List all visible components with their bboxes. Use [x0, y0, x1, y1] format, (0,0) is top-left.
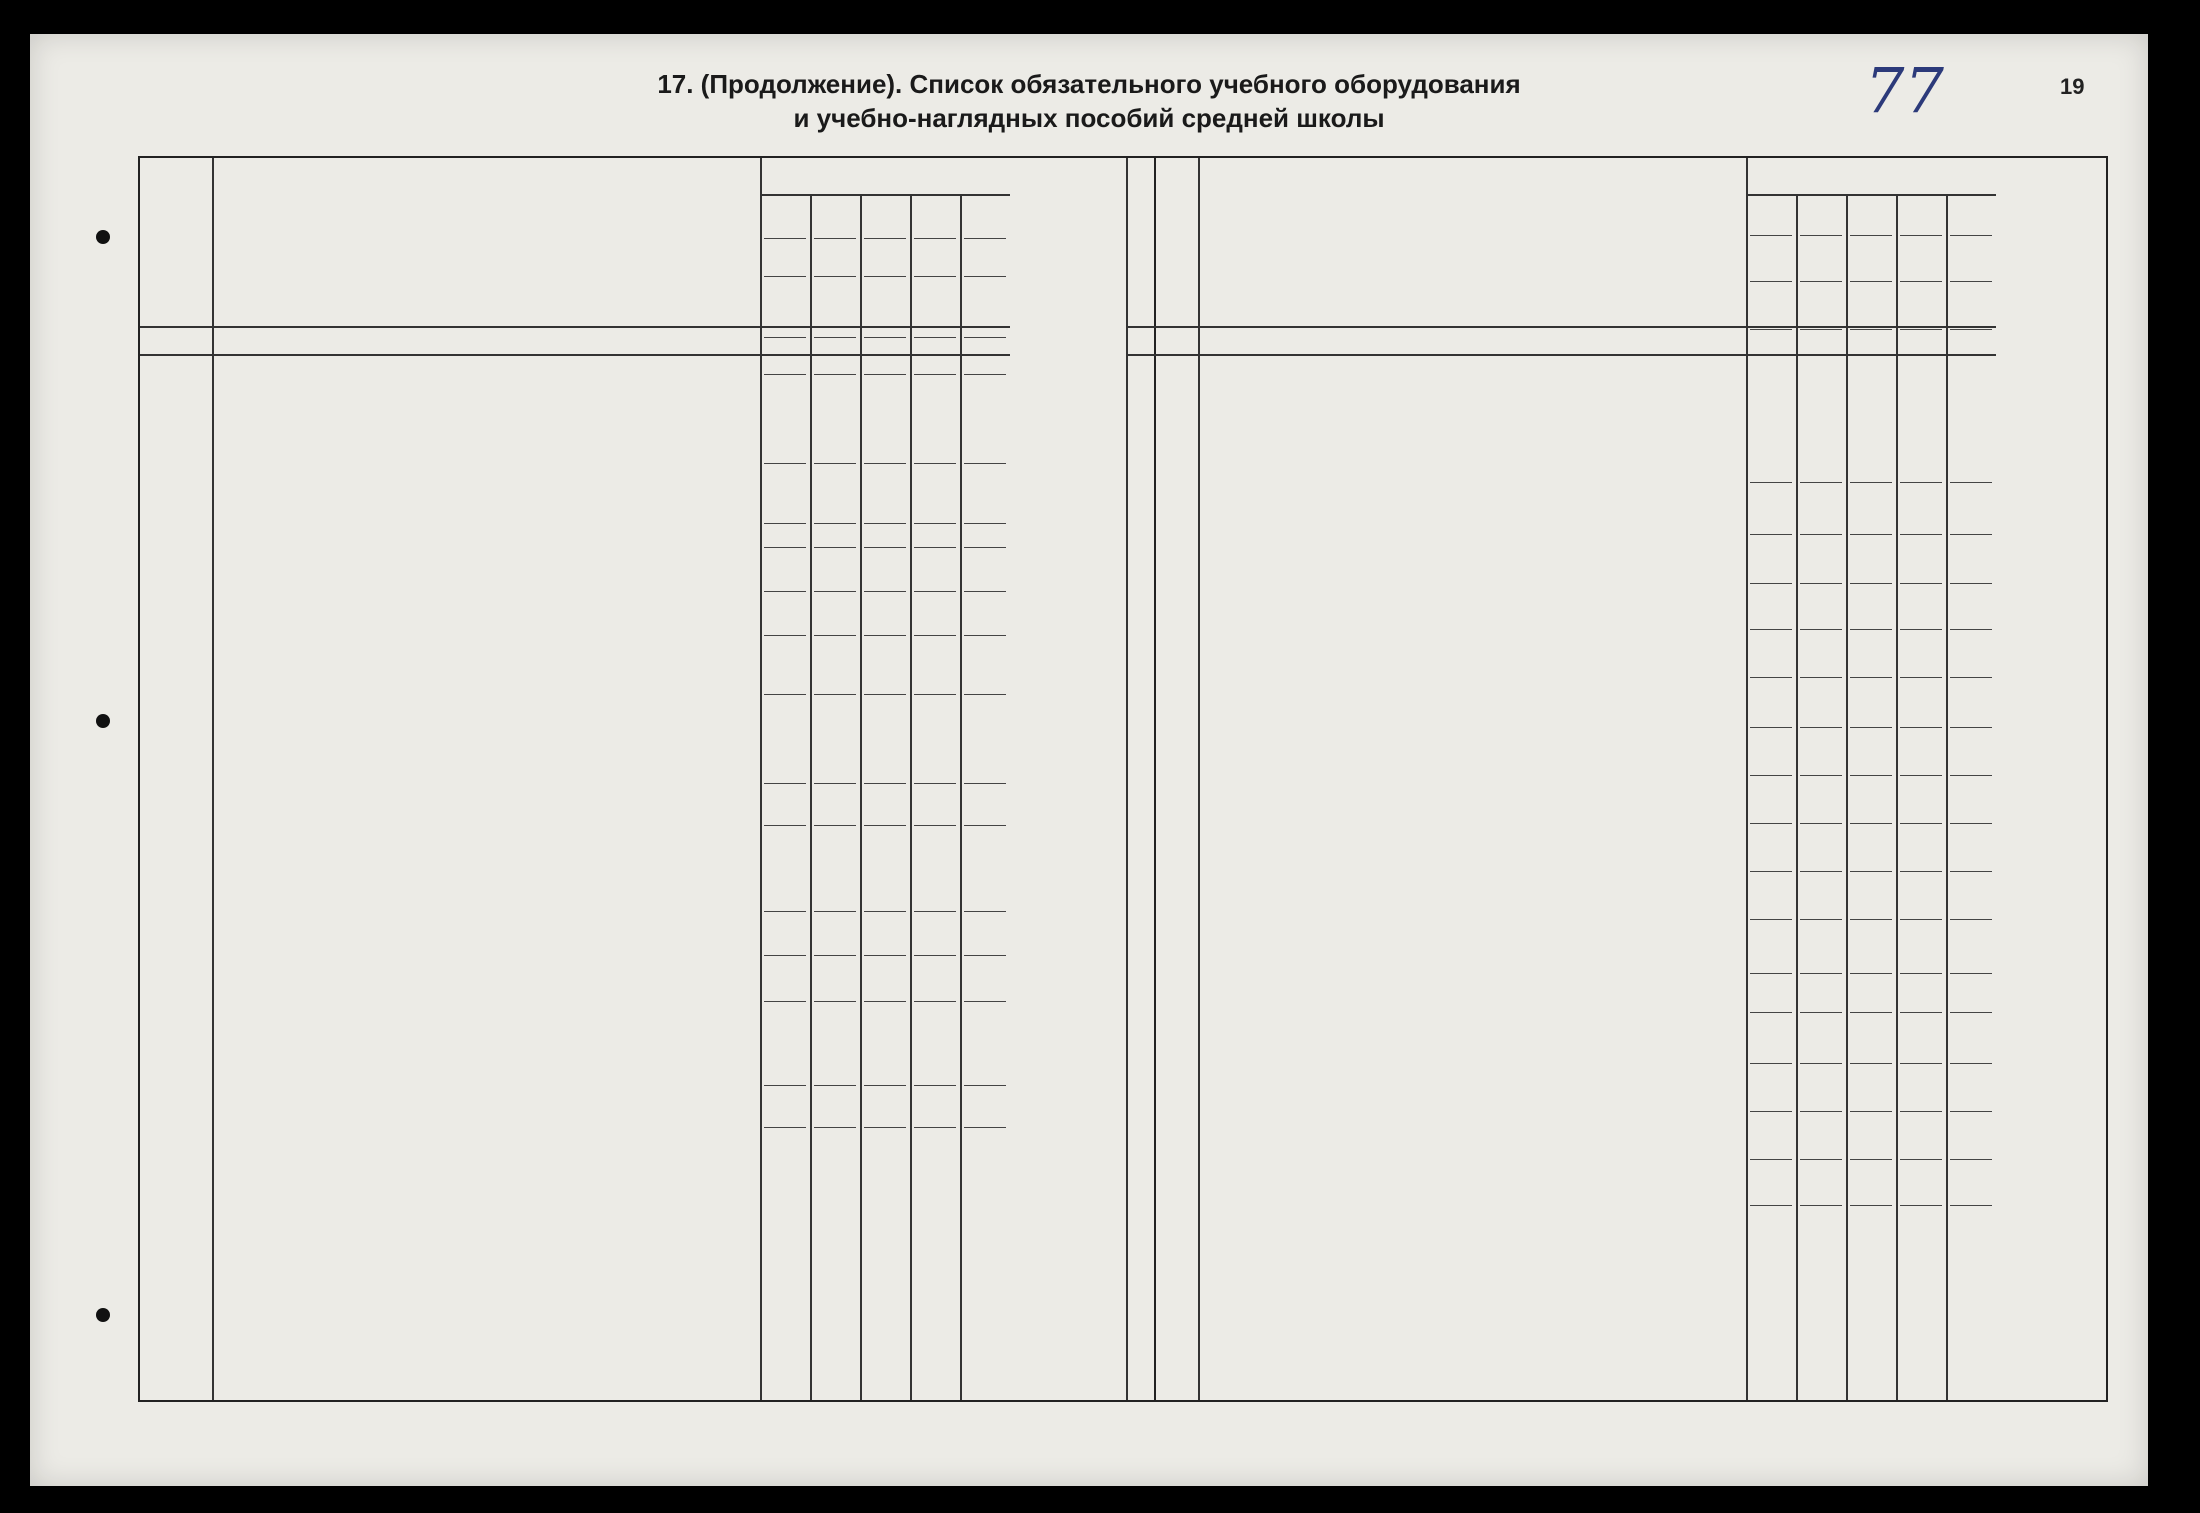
entry-line: [1750, 281, 1792, 282]
entry-line: [1850, 235, 1892, 236]
entry-line: [914, 374, 956, 375]
entry-line: [1750, 1111, 1792, 1112]
entry-line: [1800, 1063, 1842, 1064]
entry-line: [1750, 727, 1792, 728]
entry-line: [814, 1001, 856, 1002]
entry-line: [1750, 235, 1792, 236]
entry-line: [964, 635, 1006, 636]
entry-line: [1850, 871, 1892, 872]
entry-line: [764, 337, 806, 338]
entry-line: [1900, 629, 1942, 630]
entry-line: [1800, 1111, 1842, 1112]
entry-line: [914, 238, 956, 239]
entry-line: [1850, 973, 1892, 974]
entry-line: [964, 955, 1006, 956]
divider: [1126, 354, 1996, 356]
entry-line: [1900, 677, 1942, 678]
entry-line: [1950, 1205, 1992, 1206]
entry-line: [864, 337, 906, 338]
entry-line: [1750, 823, 1792, 824]
entry-line: [864, 547, 906, 548]
divider: [212, 158, 214, 1400]
entry-line: [914, 1001, 956, 1002]
page-number: 19: [2060, 74, 2085, 99]
entry-line: [764, 276, 806, 277]
entry-line: [1850, 1063, 1892, 1064]
entry-line: [764, 955, 806, 956]
divider: [1746, 158, 1748, 1400]
entry-line: [764, 1127, 806, 1128]
entry-line: [1800, 727, 1842, 728]
entry-line: [764, 374, 806, 375]
entry-line: [764, 1001, 806, 1002]
entry-line: [764, 1085, 806, 1086]
entry-line: [764, 523, 806, 524]
entry-line: [1950, 1012, 1992, 1013]
page-subtitle: и учебно-наглядных пособий средней школы: [793, 103, 1385, 133]
entry-line: [1750, 329, 1792, 330]
entry-line: [864, 276, 906, 277]
entry-line: [814, 1127, 856, 1128]
entry-line: [864, 783, 906, 784]
entry-line: [1950, 871, 1992, 872]
entry-line: [1900, 329, 1942, 330]
entry-line: [1950, 329, 1992, 330]
entry-line: [964, 591, 1006, 592]
divider: [1126, 158, 1128, 1400]
entry-line: [1850, 1159, 1892, 1160]
entry-line: [1900, 583, 1942, 584]
entry-line: [1850, 281, 1892, 282]
right-table: [1126, 156, 2108, 1402]
entry-line: [1850, 775, 1892, 776]
entry-line: [864, 911, 906, 912]
entry-line: [914, 1127, 956, 1128]
entry-line: [864, 238, 906, 239]
entry-line: [1900, 775, 1942, 776]
entry-line: [1950, 919, 1992, 920]
entry-line: [1850, 677, 1892, 678]
entry-line: [864, 955, 906, 956]
entry-line: [914, 1085, 956, 1086]
entry-line: [1800, 534, 1842, 535]
entry-line: [814, 523, 856, 524]
entry-line: [1850, 823, 1892, 824]
entry-line: [1900, 281, 1942, 282]
entry-line: [1800, 329, 1842, 330]
entry-line: [764, 911, 806, 912]
entry-line: [1900, 823, 1942, 824]
entry-line: [964, 463, 1006, 464]
entry-line: [1750, 534, 1792, 535]
entry-line: [1750, 871, 1792, 872]
entry-line: [1750, 482, 1792, 483]
entry-line: [864, 374, 906, 375]
entry-line: [1800, 1159, 1842, 1160]
entry-line: [914, 911, 956, 912]
entry-line: [1950, 973, 1992, 974]
entry-line: [1950, 823, 1992, 824]
entry-line: [1750, 973, 1792, 974]
entry-line: [1900, 871, 1942, 872]
entry-line: [1800, 1012, 1842, 1013]
entry-line: [1800, 1205, 1842, 1206]
entry-line: [1750, 1012, 1792, 1013]
punch-hole: [96, 714, 110, 728]
divider: [1846, 194, 1848, 1400]
entry-line: [764, 694, 806, 695]
entry-line: [1950, 482, 1992, 483]
entry-line: [964, 276, 1006, 277]
entry-line: [814, 635, 856, 636]
entry-line: [914, 463, 956, 464]
entry-line: [1850, 1012, 1892, 1013]
entry-line: [1800, 583, 1842, 584]
divider: [1198, 158, 1200, 1400]
entry-line: [1750, 1159, 1792, 1160]
document-page: [30, 34, 2148, 1486]
entry-line: [1950, 235, 1992, 236]
entry-line: [864, 523, 906, 524]
entry-line: [814, 825, 856, 826]
entry-line: [964, 911, 1006, 912]
entry-line: [914, 783, 956, 784]
entry-line: [1900, 973, 1942, 974]
divider: [760, 194, 1010, 196]
entry-line: [1950, 677, 1992, 678]
entry-line: [1800, 677, 1842, 678]
entry-line: [1850, 919, 1892, 920]
divider: [860, 194, 862, 1400]
entry-line: [964, 523, 1006, 524]
entry-line: [1950, 1063, 1992, 1064]
entry-line: [1800, 973, 1842, 974]
entry-line: [1850, 1205, 1892, 1206]
entry-line: [764, 547, 806, 548]
entry-line: [964, 1001, 1006, 1002]
page-title: 17. (Продолжение). Список обязательного учебного оборудования: [657, 69, 1521, 99]
punch-hole: [96, 1308, 110, 1322]
divider: [1796, 194, 1798, 1400]
entry-line: [1950, 727, 1992, 728]
entry-line: [914, 591, 956, 592]
entry-line: [764, 238, 806, 239]
entry-line: [914, 523, 956, 524]
entry-line: [864, 591, 906, 592]
divider: [1946, 194, 1948, 1400]
divider: [140, 354, 1010, 356]
entry-line: [964, 783, 1006, 784]
entry-line: [1900, 1159, 1942, 1160]
entry-line: [864, 1085, 906, 1086]
entry-line: [1850, 329, 1892, 330]
divider: [1746, 194, 1996, 196]
entry-line: [864, 694, 906, 695]
left-table: [138, 156, 1156, 1402]
entry-line: [914, 547, 956, 548]
entry-line: [1950, 534, 1992, 535]
entry-line: [814, 337, 856, 338]
handwritten-archive-number: 77: [1865, 54, 1944, 127]
entry-line: [1800, 919, 1842, 920]
entry-line: [1900, 482, 1942, 483]
entry-line: [964, 337, 1006, 338]
entry-line: [814, 591, 856, 592]
entry-line: [1900, 727, 1942, 728]
entry-line: [814, 694, 856, 695]
entry-line: [814, 955, 856, 956]
entry-line: [1750, 1063, 1792, 1064]
entry-line: [1850, 727, 1892, 728]
entry-line: [1750, 775, 1792, 776]
entry-line: [914, 955, 956, 956]
divider: [140, 326, 1010, 328]
entry-line: [1750, 677, 1792, 678]
entry-line: [1800, 775, 1842, 776]
entry-line: [964, 1085, 1006, 1086]
entry-line: [1950, 1159, 1992, 1160]
entry-line: [764, 825, 806, 826]
divider: [1896, 194, 1898, 1400]
divider: [810, 194, 812, 1400]
entry-line: [864, 463, 906, 464]
entry-line: [1800, 235, 1842, 236]
divider: [960, 194, 962, 1400]
entry-line: [764, 591, 806, 592]
entry-line: [1900, 1063, 1942, 1064]
divider: [1126, 326, 1996, 328]
entry-line: [964, 694, 1006, 695]
entry-line: [764, 783, 806, 784]
entry-line: [914, 337, 956, 338]
entry-line: [1750, 583, 1792, 584]
entry-line: [1850, 482, 1892, 483]
entry-line: [1750, 629, 1792, 630]
entry-line: [1900, 919, 1942, 920]
entry-line: [864, 1127, 906, 1128]
entry-line: [864, 1001, 906, 1002]
entry-line: [764, 463, 806, 464]
entry-line: [1900, 1012, 1942, 1013]
entry-line: [814, 374, 856, 375]
entry-line: [1900, 235, 1942, 236]
entry-line: [814, 547, 856, 548]
entry-line: [1800, 823, 1842, 824]
entry-line: [1850, 1111, 1892, 1112]
entry-line: [1950, 281, 1992, 282]
entry-line: [864, 635, 906, 636]
entry-line: [1800, 871, 1842, 872]
entry-line: [1900, 1111, 1942, 1112]
entry-line: [914, 276, 956, 277]
entry-line: [964, 1127, 1006, 1128]
entry-line: [964, 547, 1006, 548]
entry-line: [814, 911, 856, 912]
entry-line: [914, 694, 956, 695]
entry-line: [814, 783, 856, 784]
entry-line: [1750, 919, 1792, 920]
entry-line: [1900, 534, 1942, 535]
entry-line: [814, 463, 856, 464]
entry-line: [814, 276, 856, 277]
entry-line: [1950, 1111, 1992, 1112]
entry-line: [764, 635, 806, 636]
divider: [910, 194, 912, 1400]
entry-line: [1850, 629, 1892, 630]
entry-line: [1800, 629, 1842, 630]
entry-line: [814, 1085, 856, 1086]
entry-line: [1950, 775, 1992, 776]
entry-line: [1950, 629, 1992, 630]
entry-line: [1800, 281, 1842, 282]
divider: [760, 158, 762, 1400]
entry-line: [914, 825, 956, 826]
punch-hole: [96, 230, 110, 244]
entry-line: [964, 238, 1006, 239]
entry-line: [1950, 583, 1992, 584]
entry-line: [814, 238, 856, 239]
entry-line: [1750, 1205, 1792, 1206]
entry-line: [964, 825, 1006, 826]
entry-line: [1900, 1205, 1942, 1206]
entry-line: [964, 374, 1006, 375]
entry-line: [1850, 534, 1892, 535]
entry-line: [1850, 583, 1892, 584]
entry-line: [864, 825, 906, 826]
entry-line: [1800, 482, 1842, 483]
entry-line: [914, 635, 956, 636]
